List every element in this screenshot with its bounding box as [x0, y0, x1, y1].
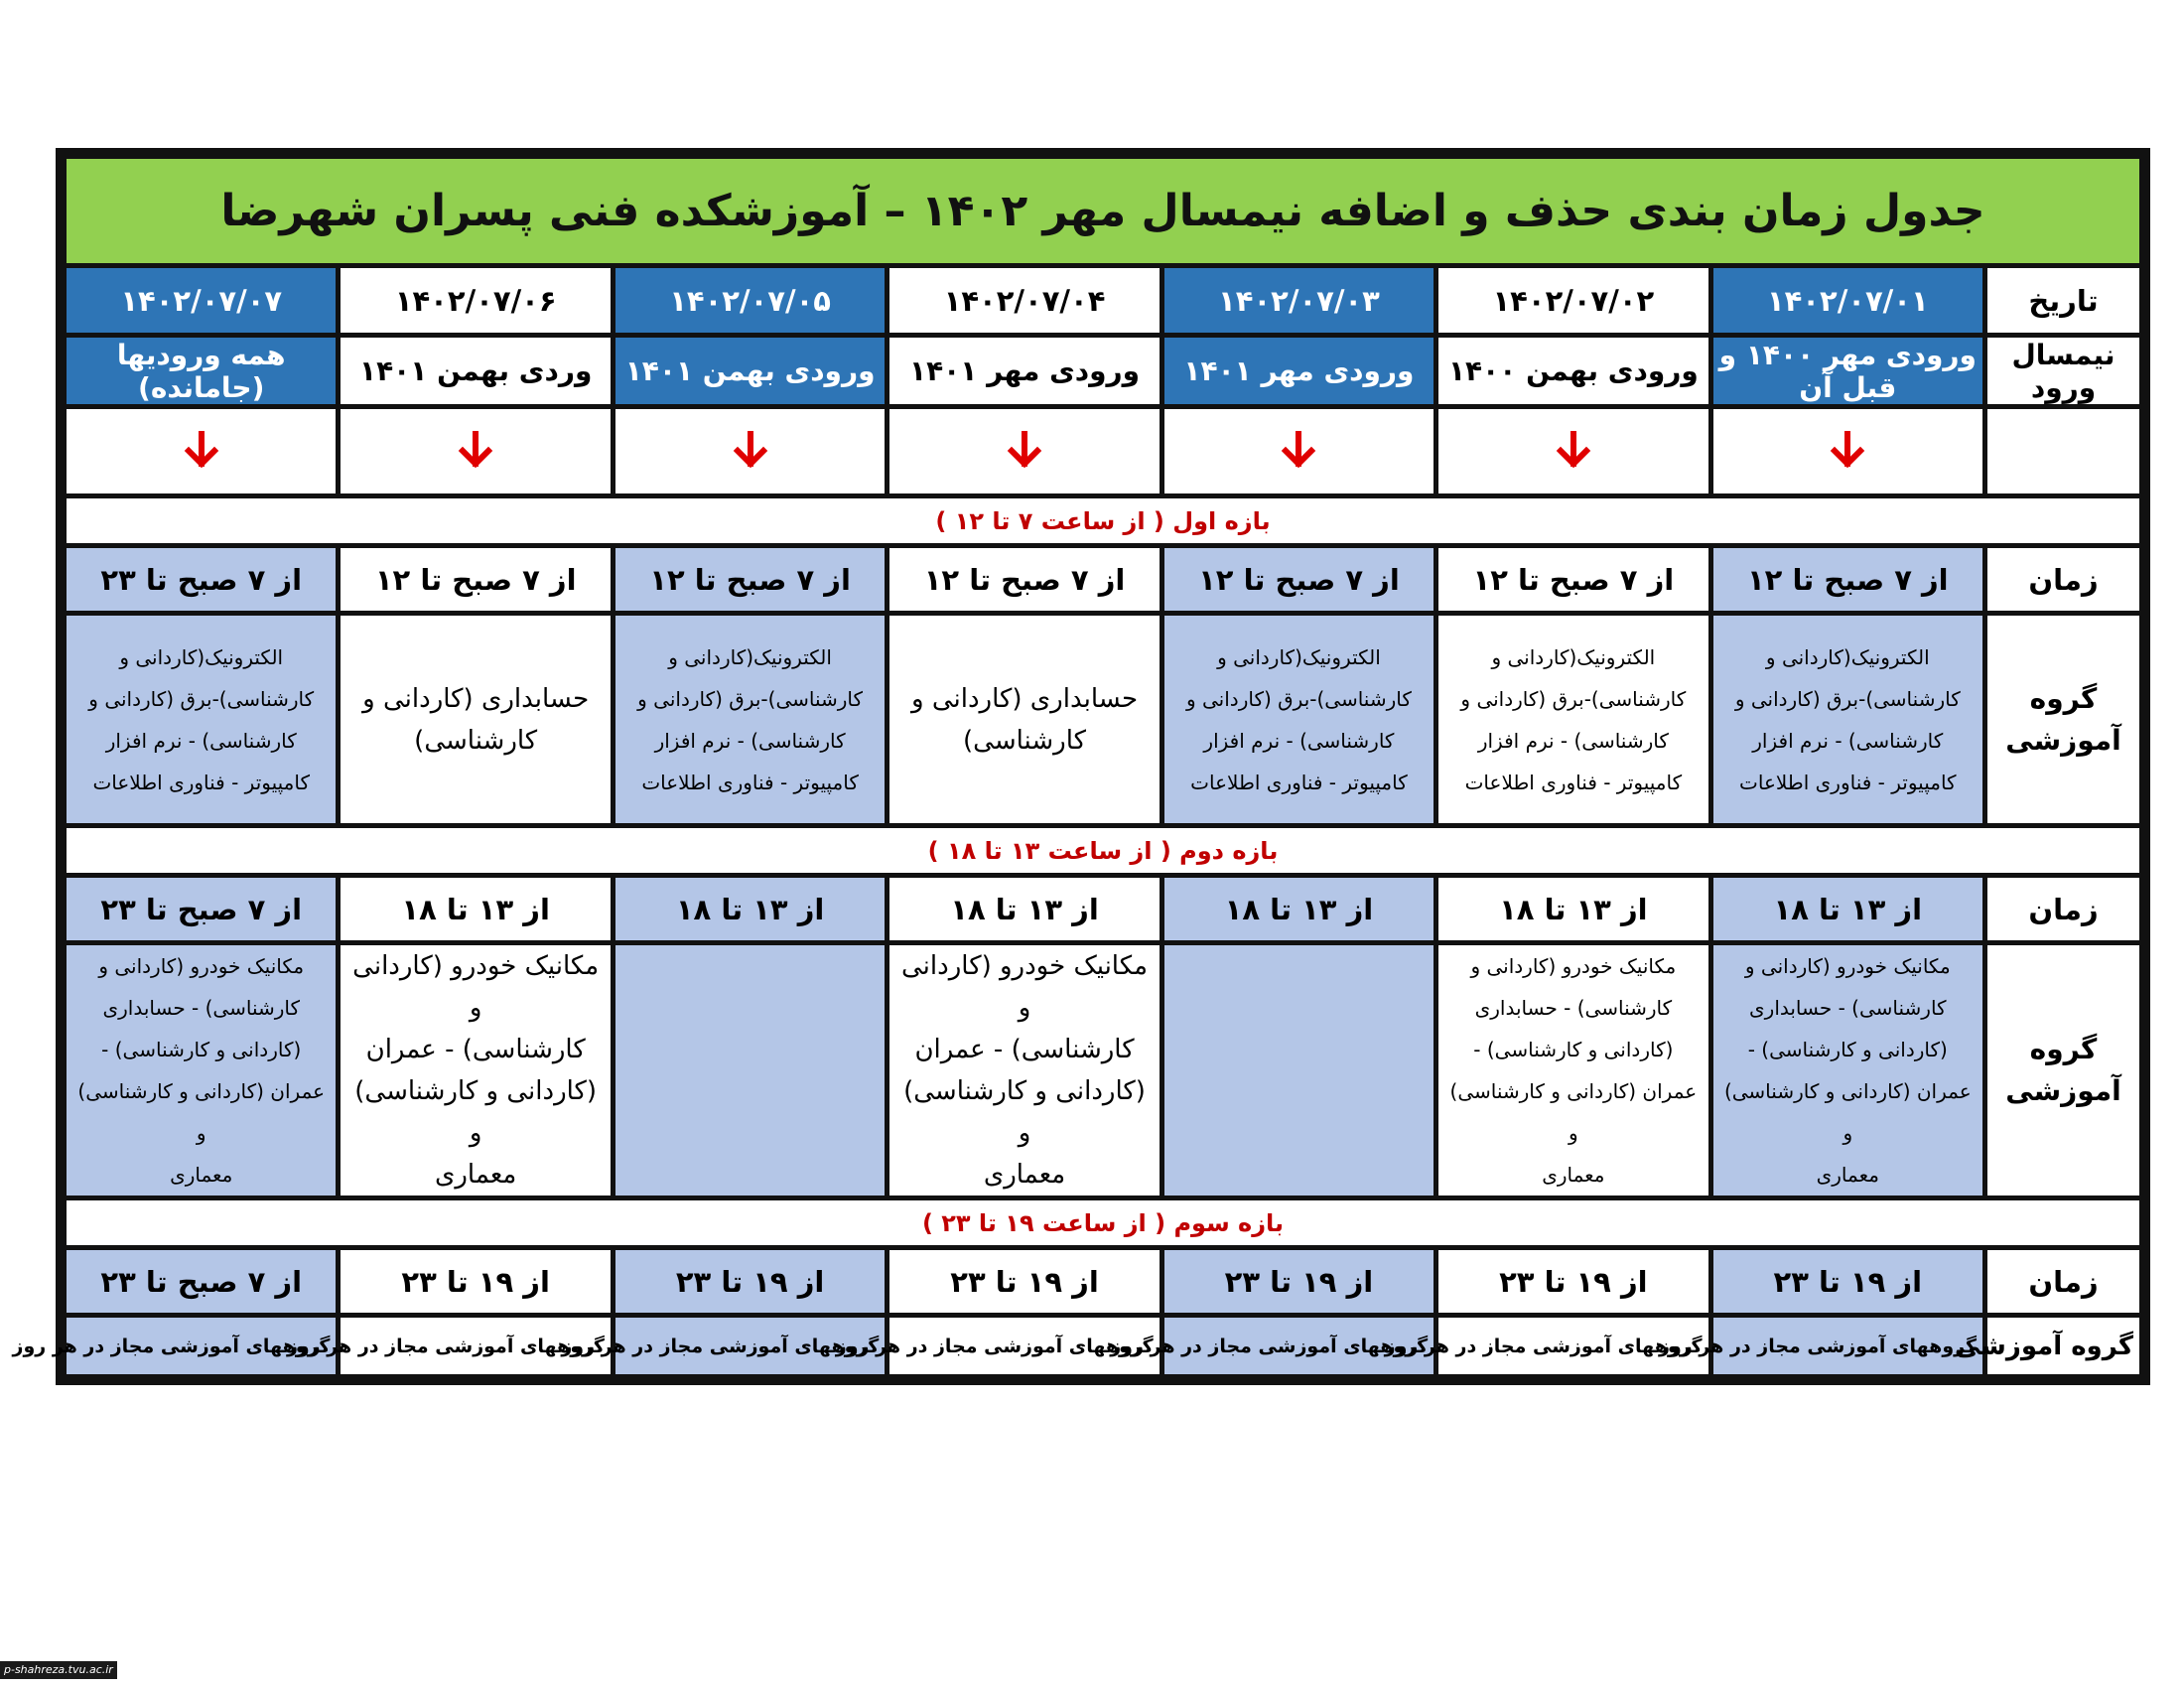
- site-watermark: p-shahreza.tvu.ac.ir: [0, 1661, 117, 1679]
- time-cell: از ۱۹ تا ۲۳: [613, 1248, 887, 1316]
- entry-cell: همه ورودیها (جامانده): [65, 336, 339, 407]
- arrow-cell: [65, 407, 339, 496]
- time-cell: از ۱۳ تا ۱۸: [613, 876, 887, 943]
- group-line: معماری: [1816, 1163, 1879, 1187]
- band-1-group-row: [65, 614, 2142, 826]
- band-2-group-row: [65, 943, 2142, 1198]
- group-cell: [1161, 614, 1435, 826]
- group-line: الکترونیک(کاردانی و: [668, 644, 832, 669]
- page-title: جدول زمان بندی حذف و اضافه نیمسال مهر ۱۴۰۲ – آموزشکده فنی پسران شهرضا: [65, 157, 2142, 266]
- group-line: کارشناسی) - حسابداری: [1474, 996, 1673, 1020]
- group-cell: گروههای آموزشی مجاز در هر روز: [613, 1316, 887, 1377]
- group-label: گروه آموزشی: [1985, 1316, 2142, 1377]
- time-cell: از ۷ صبح تا ۱۲: [1710, 546, 1984, 614]
- group-line: حسابداری (کاردانی و: [911, 683, 1139, 714]
- arrow-cell: [1436, 407, 1710, 496]
- group-line: کارشناسی) - نرم افزار: [1477, 728, 1669, 753]
- group-line: کارشناسی)-برق (کاردانی و: [1734, 686, 1961, 711]
- time-cell: از ۱۹ تا ۲۳: [1161, 1248, 1435, 1316]
- time-cell: از ۷ صبح تا ۱۲: [1161, 546, 1435, 614]
- time-cell: از ۱۹ تا ۲۳: [1710, 1248, 1984, 1316]
- group-line: کارشناسی) - حسابداری: [102, 996, 301, 1020]
- group-line: مکانیک خودرو (کاردانی و: [352, 951, 600, 1023]
- group-cell: [1710, 614, 1984, 826]
- group-line: کارشناسی)-برق (کاردانی و: [1186, 686, 1412, 711]
- group-line: کارشناسی) - نرم افزار: [654, 728, 846, 753]
- group-line: (کاردانی و کارشناسی) -: [1473, 1038, 1674, 1061]
- group-line: الکترونیک(کاردانی و: [1491, 644, 1656, 669]
- arrow-row-spacer: [1985, 407, 2142, 496]
- group-label: گروه آموزشی: [1985, 614, 2142, 826]
- time-cell: از ۷ صبح تا ۱۲: [887, 546, 1161, 614]
- group-cell: [1436, 614, 1710, 826]
- group-line: حسابداری (کاردانی و: [362, 683, 590, 714]
- down-arrow-icon: [456, 430, 495, 470]
- time-label: زمان: [1985, 876, 2142, 943]
- time-cell: از ۱۳ تا ۱۸: [1710, 876, 1984, 943]
- band-1-time-row: [65, 546, 2142, 614]
- group-line: مکانیک خودرو (کاردانی و: [1470, 954, 1677, 978]
- band-3-group-row: [65, 1316, 2142, 1377]
- group-cell: گروههای آموزشی مجاز در هر روز: [65, 1316, 339, 1377]
- time-cell: از ۷ صبح تا ۱۲: [339, 546, 613, 614]
- group-line: معماری: [170, 1163, 233, 1187]
- group-line: کامپیوتر - فناوری اطلاعات: [92, 770, 310, 794]
- entry-cell: ورودی مهر ۱۴۰۱: [887, 336, 1161, 407]
- group-cell: [613, 943, 887, 1198]
- group-line: مکانیک خودرو (کاردانی و: [1744, 954, 1951, 978]
- group-line: کارشناسی)-برق (کاردانی و: [637, 686, 864, 711]
- group-line: (کاردانی و کارشناسی) -: [101, 1038, 302, 1061]
- time-cell: از ۱۹ تا ۲۳: [1436, 1248, 1710, 1316]
- group-line: معماری: [1542, 1163, 1605, 1187]
- group-cell: [65, 614, 339, 826]
- group-line: کارشناسی) - نرم افزار: [1203, 728, 1395, 753]
- arrow-cell: [339, 407, 613, 496]
- group-line: کامپیوتر - فناوری اطلاعات: [1464, 770, 1683, 794]
- entry-label: نیمسال ورود: [1985, 336, 2142, 407]
- group-line: کارشناسی): [414, 725, 538, 756]
- group-line: (کاردانی و کارشناسی) -: [1747, 1038, 1948, 1061]
- date-row: [65, 266, 2142, 336]
- group-line: کامپیوتر - فناوری اطلاعات: [1190, 770, 1408, 794]
- down-arrow-icon: [1828, 430, 1867, 470]
- group-line: (کاردانی و کارشناسی) و: [903, 1076, 1146, 1148]
- group-line: کارشناسی) - نرم افزار: [1752, 728, 1944, 753]
- date-cell: ۱۴۰۲/۰۷/۰۳: [1161, 266, 1435, 336]
- group-line: کارشناسی) - حسابداری: [1749, 996, 1947, 1020]
- group-cell: [1710, 943, 1984, 1198]
- time-label: زمان: [1985, 546, 2142, 614]
- group-line: الکترونیک(کاردانی و: [119, 644, 284, 669]
- down-arrow-icon: [1554, 430, 1593, 470]
- group-cell: [1436, 943, 1710, 1198]
- entry-cell: ورودی مهر ۱۴۰۱: [1161, 336, 1435, 407]
- group-line: کامپیوتر - فناوری اطلاعات: [1739, 770, 1957, 794]
- group-line: الکترونیک(کاردانی و: [1217, 644, 1381, 669]
- time-cell: از ۱۳ تا ۱۸: [1436, 876, 1710, 943]
- band-2-label: بازه دوم ( از ساعت ۱۳ تا ۱۸ ): [65, 826, 2142, 876]
- down-arrow-icon: [1005, 430, 1044, 470]
- arrow-cell: [1161, 407, 1435, 496]
- group-line: مکانیک خودرو (کاردانی و: [901, 951, 1149, 1023]
- entry-cell: ورودی مهر ۱۴۰۰ و قبل آن: [1710, 336, 1984, 407]
- group-line: عمران (کاردانی و کارشناسی) و: [77, 1079, 326, 1145]
- down-arrow-icon: [182, 430, 221, 470]
- date-cell: ۱۴۰۲/۰۷/۰۶: [339, 266, 613, 336]
- entry-cell: ورودی بهمن ۱۴۰۰: [1436, 336, 1710, 407]
- group-line: کارشناسی)-برق (کاردانی و: [1460, 686, 1687, 711]
- group-cell: گروههای آموزشی مجاز در هر روز: [1710, 1316, 1984, 1377]
- group-cell: گروههای آموزشی مجاز در هر روز: [887, 1316, 1161, 1377]
- group-cell: [887, 614, 1161, 826]
- group-line: کارشناسی) - عمران: [914, 1035, 1135, 1064]
- down-arrow-icon: [731, 430, 770, 470]
- band-2-time-row: [65, 876, 2142, 943]
- group-line: معماری: [435, 1160, 517, 1190]
- group-line: کارشناسی)-برق (کاردانی و: [88, 686, 315, 711]
- arrow-cell: [1710, 407, 1984, 496]
- group-line: الکترونیک(کاردانی و: [1765, 644, 1930, 669]
- group-cell: گروههای آموزشی مجاز در هر روز: [1436, 1316, 1710, 1377]
- time-cell: از ۱۹ تا ۲۳: [339, 1248, 613, 1316]
- time-cell: از ۷ صبح تا ۲۳: [65, 1248, 339, 1316]
- band-3-time-row: [65, 1248, 2142, 1316]
- band-1-header: [65, 496, 2142, 546]
- group-cell: [613, 614, 887, 826]
- band-3-label: بازه سوم ( از ساعت ۱۹ تا ۲۳ ): [65, 1198, 2142, 1248]
- group-line: (کاردانی و کارشناسی) و: [354, 1076, 598, 1148]
- date-cell: ۱۴۰۲/۰۷/۰۴: [887, 266, 1161, 336]
- time-cell: از ۷ صبح تا ۲۳: [65, 876, 339, 943]
- time-cell: از ۷ صبح تا ۱۲: [1436, 546, 1710, 614]
- group-cell: [887, 943, 1161, 1198]
- date-cell: ۱۴۰۲/۰۷/۰۱: [1710, 266, 1984, 336]
- group-line: کارشناسی) - عمران: [365, 1035, 586, 1064]
- down-arrow-icon: [1279, 430, 1318, 470]
- date-cell: ۱۴۰۲/۰۷/۰۷: [65, 266, 339, 336]
- entry-cell: وردی بهمن ۱۴۰۱: [339, 336, 613, 407]
- arrow-row: [65, 407, 2142, 496]
- entry-cell: ورودی بهمن ۱۴۰۱: [613, 336, 887, 407]
- arrow-cell: [887, 407, 1161, 496]
- time-cell: از ۱۳ تا ۱۸: [887, 876, 1161, 943]
- group-cell: گروههای آموزشی مجاز در هر روز: [339, 1316, 613, 1377]
- arrow-cell: [613, 407, 887, 496]
- group-line: کارشناسی) - نرم افزار: [105, 728, 297, 753]
- time-cell: از ۷ صبح تا ۲۳: [65, 546, 339, 614]
- group-line: معماری: [983, 1160, 1066, 1190]
- band-1-label: بازه اول ( از ساعت ۷ تا ۱۲ ): [65, 496, 2142, 546]
- band-3-header: [65, 1198, 2142, 1248]
- entry-row: [65, 336, 2142, 407]
- group-line: کارشناسی): [963, 725, 1087, 756]
- time-cell: از ۱۳ تا ۱۸: [1161, 876, 1435, 943]
- group-cell: [339, 943, 613, 1198]
- group-cell: [65, 943, 339, 1198]
- group-line: کامپیوتر - فناوری اطلاعات: [641, 770, 859, 794]
- date-label: تاریخ: [1985, 266, 2142, 336]
- date-cell: ۱۴۰۲/۰۷/۰۵: [613, 266, 887, 336]
- schedule-table: [12, 154, 2144, 1379]
- group-cell: [1161, 943, 1435, 1198]
- schedule-sheet: [12, 148, 2150, 1385]
- time-cell: از ۱۹ تا ۲۳: [887, 1248, 1161, 1316]
- time-cell: از ۷ صبح تا ۱۲: [613, 546, 887, 614]
- group-cell: گروههای آموزشی مجاز در هر روز: [1161, 1316, 1435, 1377]
- group-line: مکانیک خودرو (کاردانی و: [98, 954, 305, 978]
- group-line: عمران (کاردانی و کارشناسی) و: [1723, 1079, 1972, 1145]
- group-line: عمران (کاردانی و کارشناسی) و: [1449, 1079, 1698, 1145]
- group-label: گروه آموزشی: [1985, 943, 2142, 1198]
- date-cell: ۱۴۰۲/۰۷/۰۲: [1436, 266, 1710, 336]
- group-cell: [339, 614, 613, 826]
- band-2-header: [65, 826, 2142, 876]
- time-cell: از ۱۳ تا ۱۸: [339, 876, 613, 943]
- time-label: زمان: [1985, 1248, 2142, 1316]
